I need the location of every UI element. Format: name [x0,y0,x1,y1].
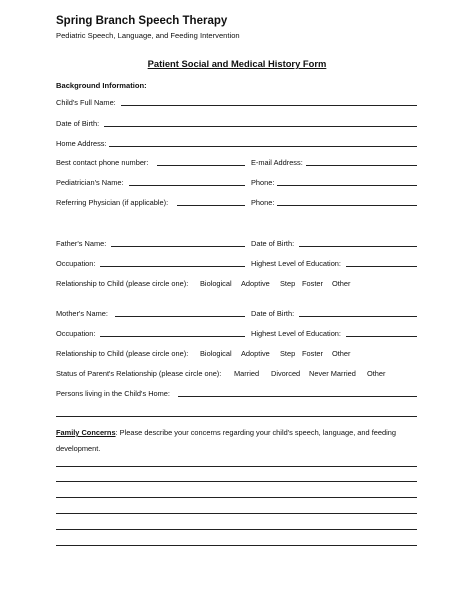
father-occupation-field[interactable] [100,266,245,267]
referring-phone-label: Phone: [251,198,275,207]
contact-phone-field[interactable] [157,165,245,166]
child-name-label: Child's Full Name: [56,98,116,107]
mother-name-label: Mother's Name: [56,309,108,318]
father-dob-field[interactable] [299,246,417,247]
mother-education-label: Highest Level of Education: [251,329,341,338]
mother-occupation-label: Occupation: [56,329,96,338]
child-dob-label: Date of Birth: [56,119,100,128]
mother-occupation-field[interactable] [100,336,245,337]
father-option-step[interactable]: Step [280,279,296,288]
family-concerns-text-cont: development. [56,444,101,453]
mother-option-adoptive[interactable]: Adoptive [241,349,270,358]
mother-option-foster[interactable]: Foster [302,349,323,358]
father-occupation-label: Occupation: [56,259,96,268]
status-option-divorced[interactable]: Divorced [271,369,301,378]
form-title: Patient Social and Medical History Form [147,58,327,69]
father-relationship-label: Relationship to Child (please circle one): [56,279,189,288]
email-field[interactable] [306,165,417,166]
contact-phone-label: Best contact phone number: [56,158,149,167]
home-address-label: Home Address: [56,139,107,148]
email-label: E-mail Address: [251,158,303,167]
child-dob-field[interactable] [104,126,417,127]
mother-name-field[interactable] [115,316,245,317]
family-concerns-heading: Family Concerns [56,428,116,437]
child-name-field[interactable] [121,105,417,106]
referring-physician-label: Referring Physician (if applicable): [56,198,169,207]
concerns-line-1[interactable] [56,466,417,467]
section-background-heading: Background Information: [56,81,147,90]
persons-living-label: Persons living in the Child's Home: [56,389,170,398]
mother-dob-field[interactable] [299,316,417,317]
pediatrician-field[interactable] [129,185,245,186]
mother-option-step[interactable]: Step [280,349,296,358]
family-concerns-prompt [56,428,396,438]
home-address-field[interactable] [109,146,417,147]
referring-phone-field[interactable] [277,205,417,206]
org-name: Spring Branch Speech Therapy [56,15,228,27]
persons-living-field-2[interactable] [56,416,417,417]
org-tagline: Pediatric Speech, Language, and Feeding Intervention [56,31,240,40]
father-option-foster[interactable]: Foster [302,279,323,288]
concerns-line-6[interactable] [56,545,417,546]
status-option-other[interactable]: Other [367,369,386,378]
referring-physician-field[interactable] [177,205,245,206]
concerns-line-4[interactable] [56,513,417,514]
mother-option-biological[interactable]: Biological [200,349,232,358]
mother-education-field[interactable] [346,336,417,337]
father-name-field[interactable] [111,246,245,247]
status-option-never-married[interactable]: Never Married [309,369,356,378]
father-option-adoptive[interactable]: Adoptive [241,279,270,288]
pediatrician-phone-label: Phone: [251,178,275,187]
parents-status-label: Status of Parent's Relationship (please circle one): [56,369,222,378]
mother-option-other[interactable]: Other [332,349,351,358]
father-education-label: Highest Level of Education: [251,259,341,268]
concerns-line-5[interactable] [56,529,417,530]
father-name-label: Father's Name: [56,239,107,248]
father-option-biological[interactable]: Biological [200,279,232,288]
father-education-field[interactable] [346,266,417,267]
family-concerns-text: : Please describe your concerns regarding your child's speech, language, and feeding [115,428,396,437]
status-option-married[interactable]: Married [234,369,260,378]
concerns-line-3[interactable] [56,497,417,498]
pediatrician-label: Pediatrician's Name: [56,178,124,187]
mother-dob-label: Date of Birth: [251,309,295,318]
father-option-other[interactable]: Other [332,279,351,288]
persons-living-field[interactable] [178,396,417,397]
concerns-line-2[interactable] [56,481,417,482]
father-dob-label: Date of Birth: [251,239,295,248]
pediatrician-phone-field[interactable] [277,185,417,186]
mother-relationship-label: Relationship to Child (please circle one): [56,349,189,358]
